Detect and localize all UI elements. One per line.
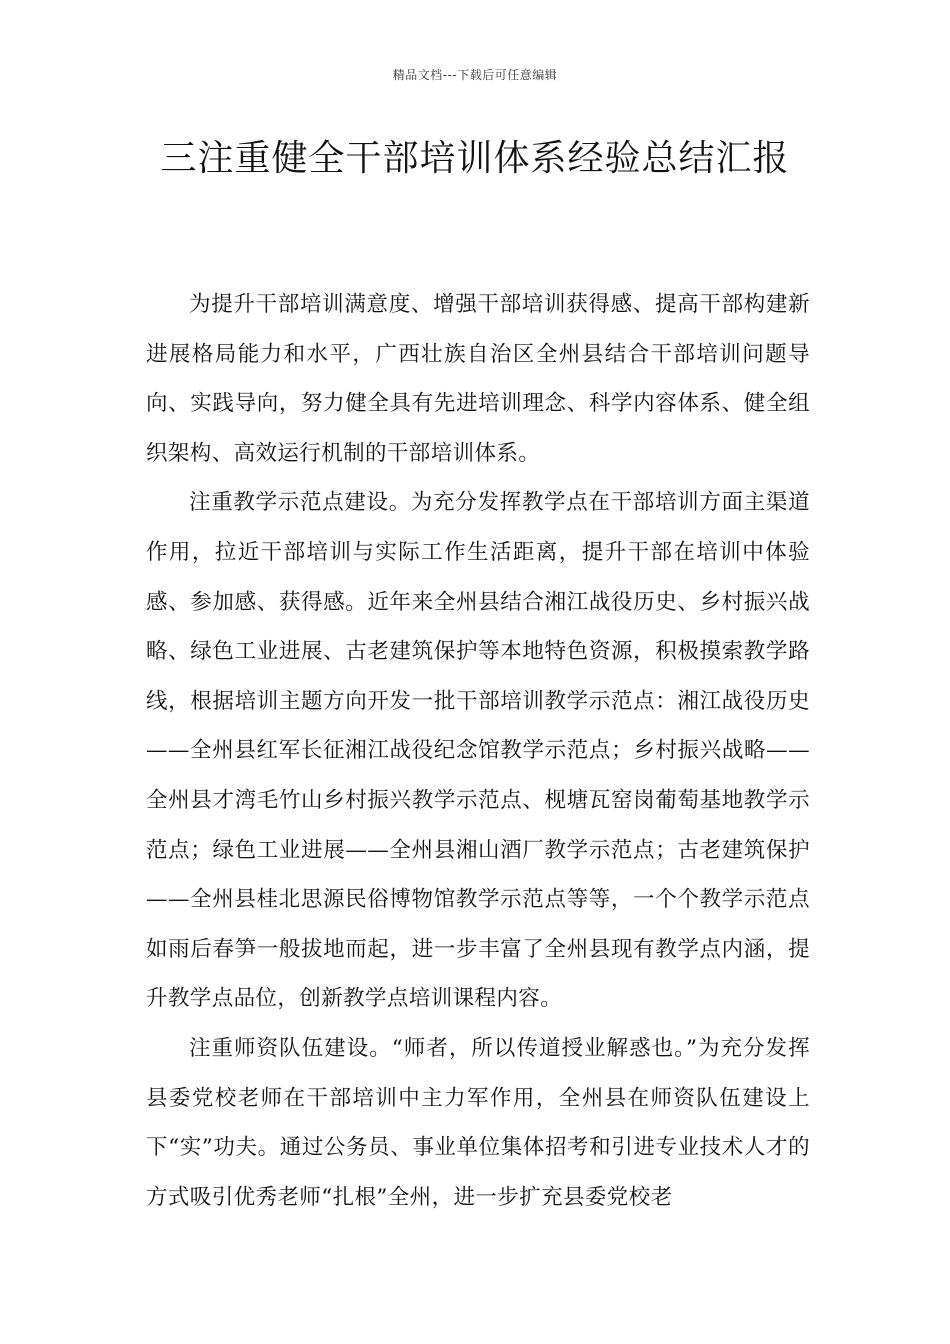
paragraph-intro: 为提升干部培训满意度、增强干部培训获得感、提高干部构建新进展格局能力和水平，广西壮族自治区全州县结合干部培训问题导向、实践导向，努力健全具有先进培训理念、科学内容体系、健全组织架构、高效运行机制的干部培训体系。 bbox=[146, 292, 810, 466]
document-body bbox=[146, 280, 810, 1222]
header-note: 精品文档---下载后可任意编辑 bbox=[392, 68, 558, 82]
paragraph-faculty: 注重师资队伍建设。“师者，所以传道授业解惑也。”为充分发挥县委党校老师在干部培训中主力军作用，全州县在师资队伍建设上下“实”功夫。通过公务员、事业单位集体招考和引进专业技术人才的方式吸引优秀老师“扎根”全州，进一步扩充县委党校老 bbox=[146, 1035, 810, 1210]
page-title: 三注重健全干部培训体系经验总结汇报 bbox=[160, 138, 790, 179]
paragraph-teaching-sites: 注重教学示范点建设。为充分发挥教学点在干部培训方面主渠道作用，拉近干部培训与实际工作生活距离，提升干部在培训中体验感、参加感、获得感。近年来全州县结合湘江战役历史、乡村振兴战略、绿色工业进展、古老建筑保护等本地特色资源，积极摸索教学路线，根据培训主题方向开发一批干部培训教学示范点：湘江战役历史——全州县红军长征湘江战役纪念馆教学示范点；乡村振兴战略——全州县才湾毛竹山乡村振兴教学示范点、枧塘瓦窑岗葡萄基地教学示范点；绿色工业进展——全州县湘山酒厂教学示范点；古老建筑保护——全州县桂北思源民俗博物馆教学示范点等等，一个个教学示范点如雨后春笋一般拔地而起，进一步丰富了全州县现有教学点内涵，提升教学点品位，创新教学点培训课程内容。 bbox=[146, 490, 810, 1012]
